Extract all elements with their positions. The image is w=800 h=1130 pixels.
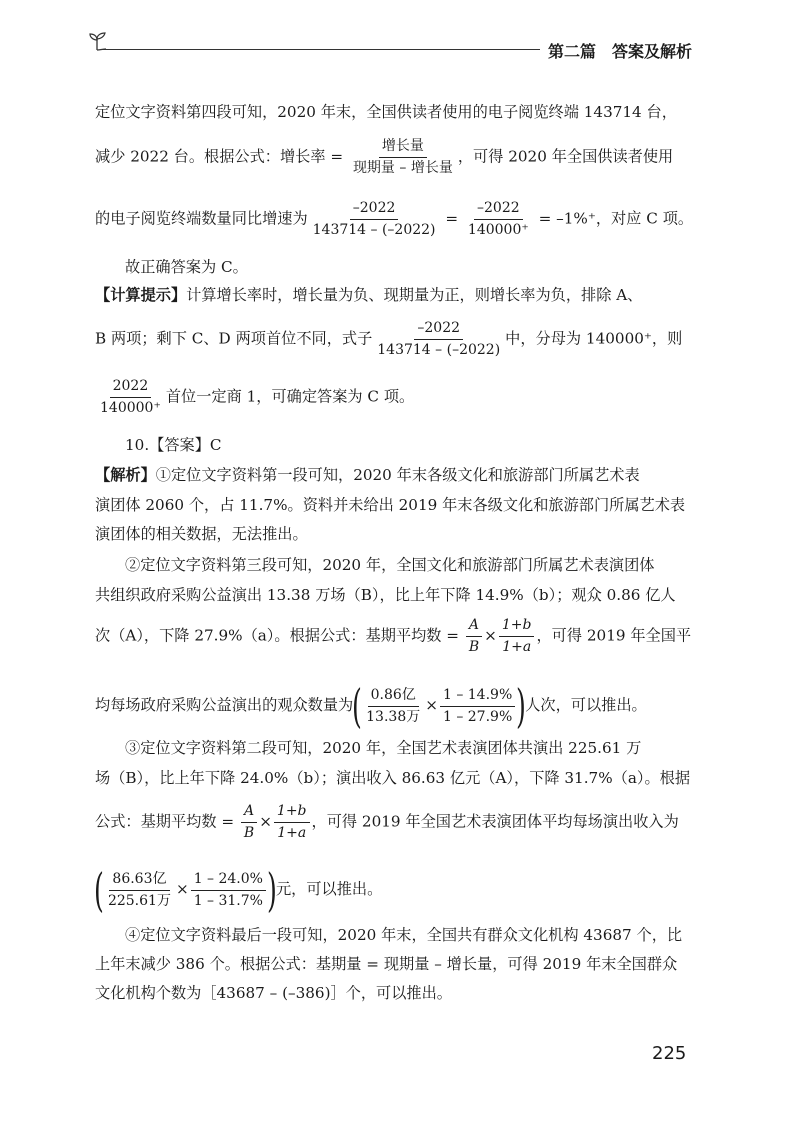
text-line: 场（B），比上年下降 24.0%（b）；演出收入 86.63 亿元（A），下降 31.7%（a）。根据 <box>95 769 691 787</box>
fraction: $\frac{\text{0.86亿}}{\text{13.38万}}$ <box>366 686 421 725</box>
fraction: $\frac{\text{增长量}}{\text{现期量 – 增长量}}$ <box>352 138 453 176</box>
fraction: $\frac{-2022}{140000^+}$ <box>467 200 529 238</box>
chapter-title: 第二篇 答案及解析 <box>548 42 693 61</box>
header-rule <box>102 49 540 50</box>
fraction: $\frac{1+b}{1+a}$ <box>499 617 535 656</box>
close-paren: ) <box>516 679 527 733</box>
fraction: $\frac{A}{B}$ <box>241 803 257 842</box>
calc-tip-tag: 【计算提示】 <box>95 286 187 304</box>
text-line: 故正确答案为 C。 <box>125 258 248 276</box>
page-number: 225 <box>652 1043 687 1064</box>
answer-heading: 10.【答案】C <box>125 436 222 454</box>
text-line: 公式：基期平均数 = $\frac{A}{B}$ × $\frac{1+b}{1+a}$ ，可得 2019 年全国艺术表演团体平均每场演出收入为 <box>95 803 679 841</box>
fraction: $\frac{2022}{140000^+}$ <box>100 378 161 416</box>
text-line: 【解析】①定位文字资料第一段可知，2020 年末各级文化和旅游部门所属艺术表 <box>95 466 640 484</box>
text-line: 共组织政府采购公益演出 13.38 万场（B），比上年下降 14.9%（b）；观众 0.86 亿人 <box>95 586 676 604</box>
analysis-tag: 【解析】 <box>95 466 156 484</box>
fraction: $\frac{-2022}{143714 - (-2022)}$ <box>312 200 436 238</box>
text-line: 【计算提示】计算增长率时，增长量为负、现期量为正，则增长率为负，排除 A、 <box>95 286 643 304</box>
text-line: ④定位文字资料最后一段可知，2020 年末，全国共有群众文化机构 43687 个，比 <box>125 926 683 944</box>
text-line: $\frac{2022}{140000^+}$ 首位一定商 1，可确定答案为 C 项。 <box>95 378 695 417</box>
text-line: 的电子阅览终端数量同比增速为 $\frac{-2022}{143714 - (-2022)}$ = $\frac{-2022}{140000^+}$ = –1%⁺，对应 C 项。 <box>95 200 694 238</box>
text-line: 次（A），下降 27.9%（a）。根据公式：基期平均数 = $\frac{A}{B}$ × $\frac{1+b}{1+a}$ ，可得 2019 年全国平 <box>95 617 692 655</box>
close-paren: ) <box>267 863 277 917</box>
fraction: $\frac{-2022}{143714 - (-2022)}$ <box>377 320 501 358</box>
fraction: $\frac{A}{B}$ <box>466 617 482 656</box>
fraction: $\frac{\text{86.63亿}}{\text{225.61万}}$ <box>107 870 171 909</box>
text-line: 上年末减少 386 个。根据公式：基期量 = 现期量 – 增长量，可得 2019 年末全国群众 <box>95 955 678 973</box>
text-line: 定位文字资料第四段可知，2020 年末，全国供读者使用的电子阅览终端 143714 台， <box>95 103 677 121</box>
text-line: ③定位文字资料第二段可知，2020 年，全国艺术表演团体共演出 225.61 万 <box>125 739 642 757</box>
text-line: 演团体的相关数据，无法推出。 <box>95 525 308 543</box>
fraction: $\frac{1+b}{1+a}$ <box>274 803 310 842</box>
text-line: 演团体 2060 个，占 11.7%。资料并未给出 2019 年末各级文化和旅游部门所属艺术表 <box>95 496 686 514</box>
text-line: 减少 2022 台。根据公式：增长率 = $\frac{\text{增长量}}{\text{现期量 – 增长量}}$ ，可得 2020 年全国供读者使用 <box>95 138 674 176</box>
fraction: $\frac{1 - 24.0\%}{1 - 31.7\%}$ <box>191 871 266 910</box>
open-paren: ( <box>94 863 104 917</box>
fraction: $\frac{1 - 14.9\%}{1 - 27.9\%}$ <box>440 687 515 726</box>
text-line: 文化机构个数为［43687 – (–386)］个，可以推出。 <box>95 984 452 1002</box>
text-line: B 两项；剩下 C、D 两项首位不同，式子 $\frac{-2022}{143714 - (-2022)}$ 中，分母为 140000⁺，则 <box>95 320 683 358</box>
text-line: 均每场政府采购公益演出的观众数量为( $\frac{\text{0.86亿}}{\text{13.38万}}$ × $\frac{1 - 14.9\%}{1 - 27.9\%}$ )人次，可以推出。 <box>95 679 647 733</box>
open-paren: ( <box>352 679 363 733</box>
text-line: ( $\frac{\text{86.63亿}}{\text{225.61万}}$ × $\frac{1 - 24.0\%}{1 - 31.7\%}$ )元，可以推出。 <box>94 863 383 917</box>
text-line: ②定位文字资料第三段可知，2020 年，全国文化和旅游部门所属艺术表演团体 <box>125 556 655 574</box>
